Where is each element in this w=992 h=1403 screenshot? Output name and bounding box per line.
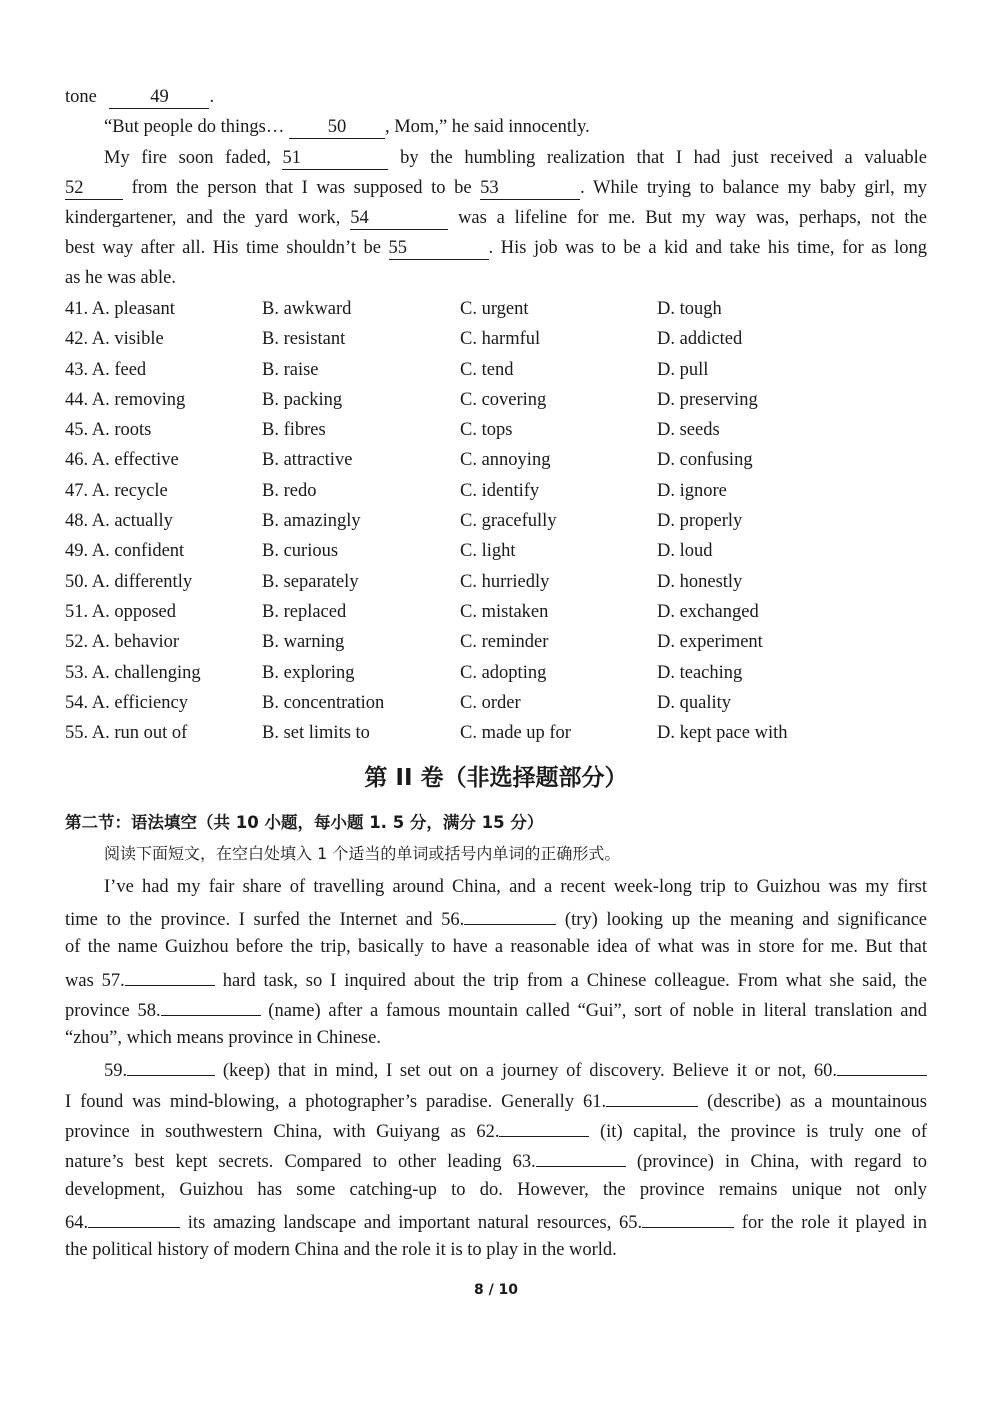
blank-50: 50 (289, 116, 385, 139)
option-c: C. mistaken (460, 601, 549, 622)
blank-63 (536, 1144, 626, 1167)
passage-line (65, 82, 927, 112)
text: development, Guizhou has some catching-up to do. However, the province remains unique not only (65, 1180, 927, 1200)
option-c: C. hurriedly (460, 571, 550, 592)
grammar-line (65, 993, 927, 1023)
grammar-line (65, 1235, 927, 1265)
option-a: 55. A. run out of (65, 723, 188, 744)
text: by the humbling realization that I had just received a valuable (400, 148, 928, 168)
option-b: B. warning (262, 632, 345, 653)
blank-59 (127, 1053, 215, 1076)
option-a: 43. A. feed (65, 359, 147, 380)
option-row-54 (65, 688, 927, 718)
grammar-line (65, 1144, 927, 1174)
passage-line (104, 143, 927, 173)
blank-64 (88, 1205, 180, 1228)
option-d: D. experiment (657, 632, 763, 653)
option-d: D. addicted (657, 329, 743, 350)
option-row-46 (65, 445, 927, 475)
grammar-line (104, 872, 927, 902)
text: its amazing landscape and important natural resources, 65. (187, 1213, 643, 1233)
option-d: D. quality (657, 692, 731, 713)
option-row-51 (65, 597, 927, 627)
option-b: B. concentration (262, 692, 385, 713)
text: province 58. (65, 1001, 161, 1021)
option-a: 44. A. removing (65, 389, 186, 410)
option-a: 47. A. recycle (65, 480, 168, 501)
blank-55: 55 (389, 237, 489, 260)
option-a: 46. A. effective (65, 450, 179, 471)
passage-line (65, 203, 927, 233)
text: (try) looking up the meaning and significance (564, 910, 928, 930)
option-c: C. covering (460, 389, 547, 410)
text: from the person that I was supposed to be (131, 178, 472, 198)
option-d: D. loud (657, 541, 713, 562)
option-b: B. packing (262, 389, 343, 410)
text: as he was able. (65, 268, 176, 288)
option-c: C. order (460, 692, 521, 713)
option-d: D. confusing (657, 450, 753, 471)
text: (it) capital, the province is truly one of (600, 1122, 928, 1142)
grammar-line (65, 1023, 927, 1053)
blank-49: 49 (109, 86, 209, 109)
option-c: C. urgent (460, 299, 529, 319)
text: hard task, so I inquired about the trip from a Chinese colleague. From what she said, the (222, 971, 927, 991)
option-a: 54. A. efficiency (65, 692, 188, 713)
passage-line (65, 233, 927, 263)
option-a: 53. A. challenging (65, 662, 201, 683)
passage-line (65, 173, 927, 203)
option-b: B. fibres (262, 420, 326, 441)
option-a: 49. A. confident (65, 541, 185, 562)
option-b: B. amazingly (262, 511, 361, 532)
option-row-49 (65, 536, 927, 566)
grammar-line (65, 932, 927, 962)
text: best way after all. His time shouldn’t be (65, 238, 381, 258)
blank-56 (464, 902, 556, 925)
grammar-line (65, 1084, 927, 1114)
text: province in southwestern China, with Guiyang as 62. (65, 1122, 500, 1142)
text: nature’s best kept secrets. Compared to other leading 63. (65, 1152, 536, 1172)
option-row-52 (65, 627, 927, 657)
option-row-43 (65, 355, 927, 385)
option-row-47 (65, 476, 927, 506)
option-b: B. replaced (262, 601, 347, 622)
text: tone (65, 87, 97, 107)
option-c: C. reminder (460, 632, 549, 653)
option-d: D. pull (657, 359, 709, 380)
option-a: 51. A. opposed (65, 601, 176, 622)
grammar-line (65, 963, 927, 993)
option-b: B. awkward (262, 299, 352, 319)
text: My fire soon faded, (104, 148, 271, 168)
text: (keep) that in mind, I set out on a journey of discovery. Believe it or not, 60. (222, 1061, 837, 1081)
text: was 57. (65, 971, 125, 991)
option-c: C. tend (460, 359, 514, 380)
passage-line (65, 263, 927, 293)
option-c: C. harmful (460, 329, 541, 350)
option-d: D. exchanged (657, 601, 759, 622)
option-a: 52. A. behavior (65, 632, 180, 653)
text: time to the province. I surfed the Internet and 56. (65, 910, 465, 930)
option-d: D. honestly (657, 571, 743, 592)
option-a: 50. A. differently (65, 571, 193, 592)
option-a: 48. A. actually (65, 511, 173, 532)
text: I found was mind-blowing, a photographer’s paradise. Generally 61. (65, 1092, 607, 1112)
option-row-48 (65, 506, 927, 536)
option-d: D. properly (657, 511, 743, 532)
option-d: D. seeds (657, 420, 720, 441)
grammar-line (65, 902, 927, 932)
option-c: C. identify (460, 480, 540, 501)
text: . His job was to be a kid and take his time, for as long (488, 238, 928, 258)
option-row-44 (65, 385, 927, 415)
text: . (209, 87, 215, 107)
grammar-line (104, 1053, 927, 1083)
option-row-50 (65, 567, 927, 597)
option-d: D. preserving (657, 389, 758, 410)
option-d: D. ignore (657, 480, 727, 501)
subsection-title: 第二节：语法填空（共 10 小题，每小题 1. 5 分，满分 15 分） (65, 813, 544, 832)
option-c: C. tops (460, 420, 513, 441)
option-c: C. light (460, 541, 516, 562)
text: 64. (65, 1213, 89, 1233)
option-a: 41. A. pleasant (65, 299, 175, 319)
option-c: C. made up for (460, 723, 571, 744)
option-d: D. tough (657, 299, 722, 319)
option-b: B. separately (262, 571, 359, 592)
option-d: D. teaching (657, 662, 743, 683)
instruction: 阅读下面短文，在空白处填入 1 个适当的单词或括号内单词的正确形式。 (104, 844, 621, 863)
text: (province) in China, with regard to (636, 1152, 928, 1172)
text: (name) after a famous mountain called “Gui”, sort of noble in literal translation and (268, 1001, 927, 1021)
grammar-line (65, 1114, 927, 1144)
text: “But people do things… (104, 117, 285, 137)
text: of the name Guizhou before the trip, basically to have a reasonable idea of what was in store for me. But that (65, 937, 927, 957)
blank-51: 51 (282, 147, 388, 170)
page-number: 8 / 10 (473, 1282, 519, 1298)
blank-62 (499, 1114, 589, 1137)
blank-52: 52 (65, 177, 123, 200)
text: I’ve had my fair share of travelling around China, and a recent week-long trip to Guizhou was my first (104, 877, 927, 897)
option-c: C. adopting (460, 662, 547, 683)
text: kindergartener, and the yard work, (65, 208, 341, 228)
option-c: C. gracefully (460, 511, 557, 532)
option-a: 42. A. visible (65, 329, 164, 350)
option-b: B. exploring (262, 662, 355, 683)
option-row-42 (65, 324, 927, 354)
option-b: B. attractive (262, 450, 353, 471)
option-a: 45. A. roots (65, 420, 152, 441)
text: for the role it played in (741, 1213, 928, 1233)
option-row-45 (65, 415, 927, 445)
blank-57 (125, 963, 215, 986)
text: (describe) as a mountainous (707, 1092, 927, 1112)
text: . While trying to balance my baby girl, my (580, 178, 927, 198)
blank-61 (606, 1084, 698, 1107)
blank-58 (161, 993, 261, 1016)
blank-54: 54 (350, 207, 448, 230)
option-b: B. set limits to (262, 723, 370, 744)
section-title: 第 II 卷（非选择题部分） (364, 765, 628, 791)
text: 59. (104, 1061, 128, 1081)
option-b: B. raise (262, 359, 319, 380)
text: the political history of modern China and the role it is to play in the world. (65, 1240, 617, 1260)
options-list (65, 294, 927, 748)
text: was a lifeline for me. But my way was, perhaps, not the (458, 208, 928, 228)
option-d: D. kept pace with (657, 723, 788, 744)
blank-53: 53 (480, 177, 580, 200)
option-row-53 (65, 658, 927, 688)
text: “zhou”, which means province in Chinese. (65, 1028, 381, 1048)
option-b: B. redo (262, 480, 317, 501)
grammar-line (65, 1175, 927, 1205)
blank-65 (642, 1205, 734, 1228)
text: , Mom,” he said innocently. (384, 117, 590, 137)
option-b: B. curious (262, 541, 339, 562)
grammar-line (65, 1205, 927, 1235)
option-row-55 (65, 718, 927, 748)
passage-line (104, 112, 927, 142)
option-row-41 (65, 294, 927, 324)
blank-60 (837, 1053, 927, 1076)
option-c: C. annoying (460, 450, 551, 471)
option-b: B. resistant (262, 329, 346, 350)
